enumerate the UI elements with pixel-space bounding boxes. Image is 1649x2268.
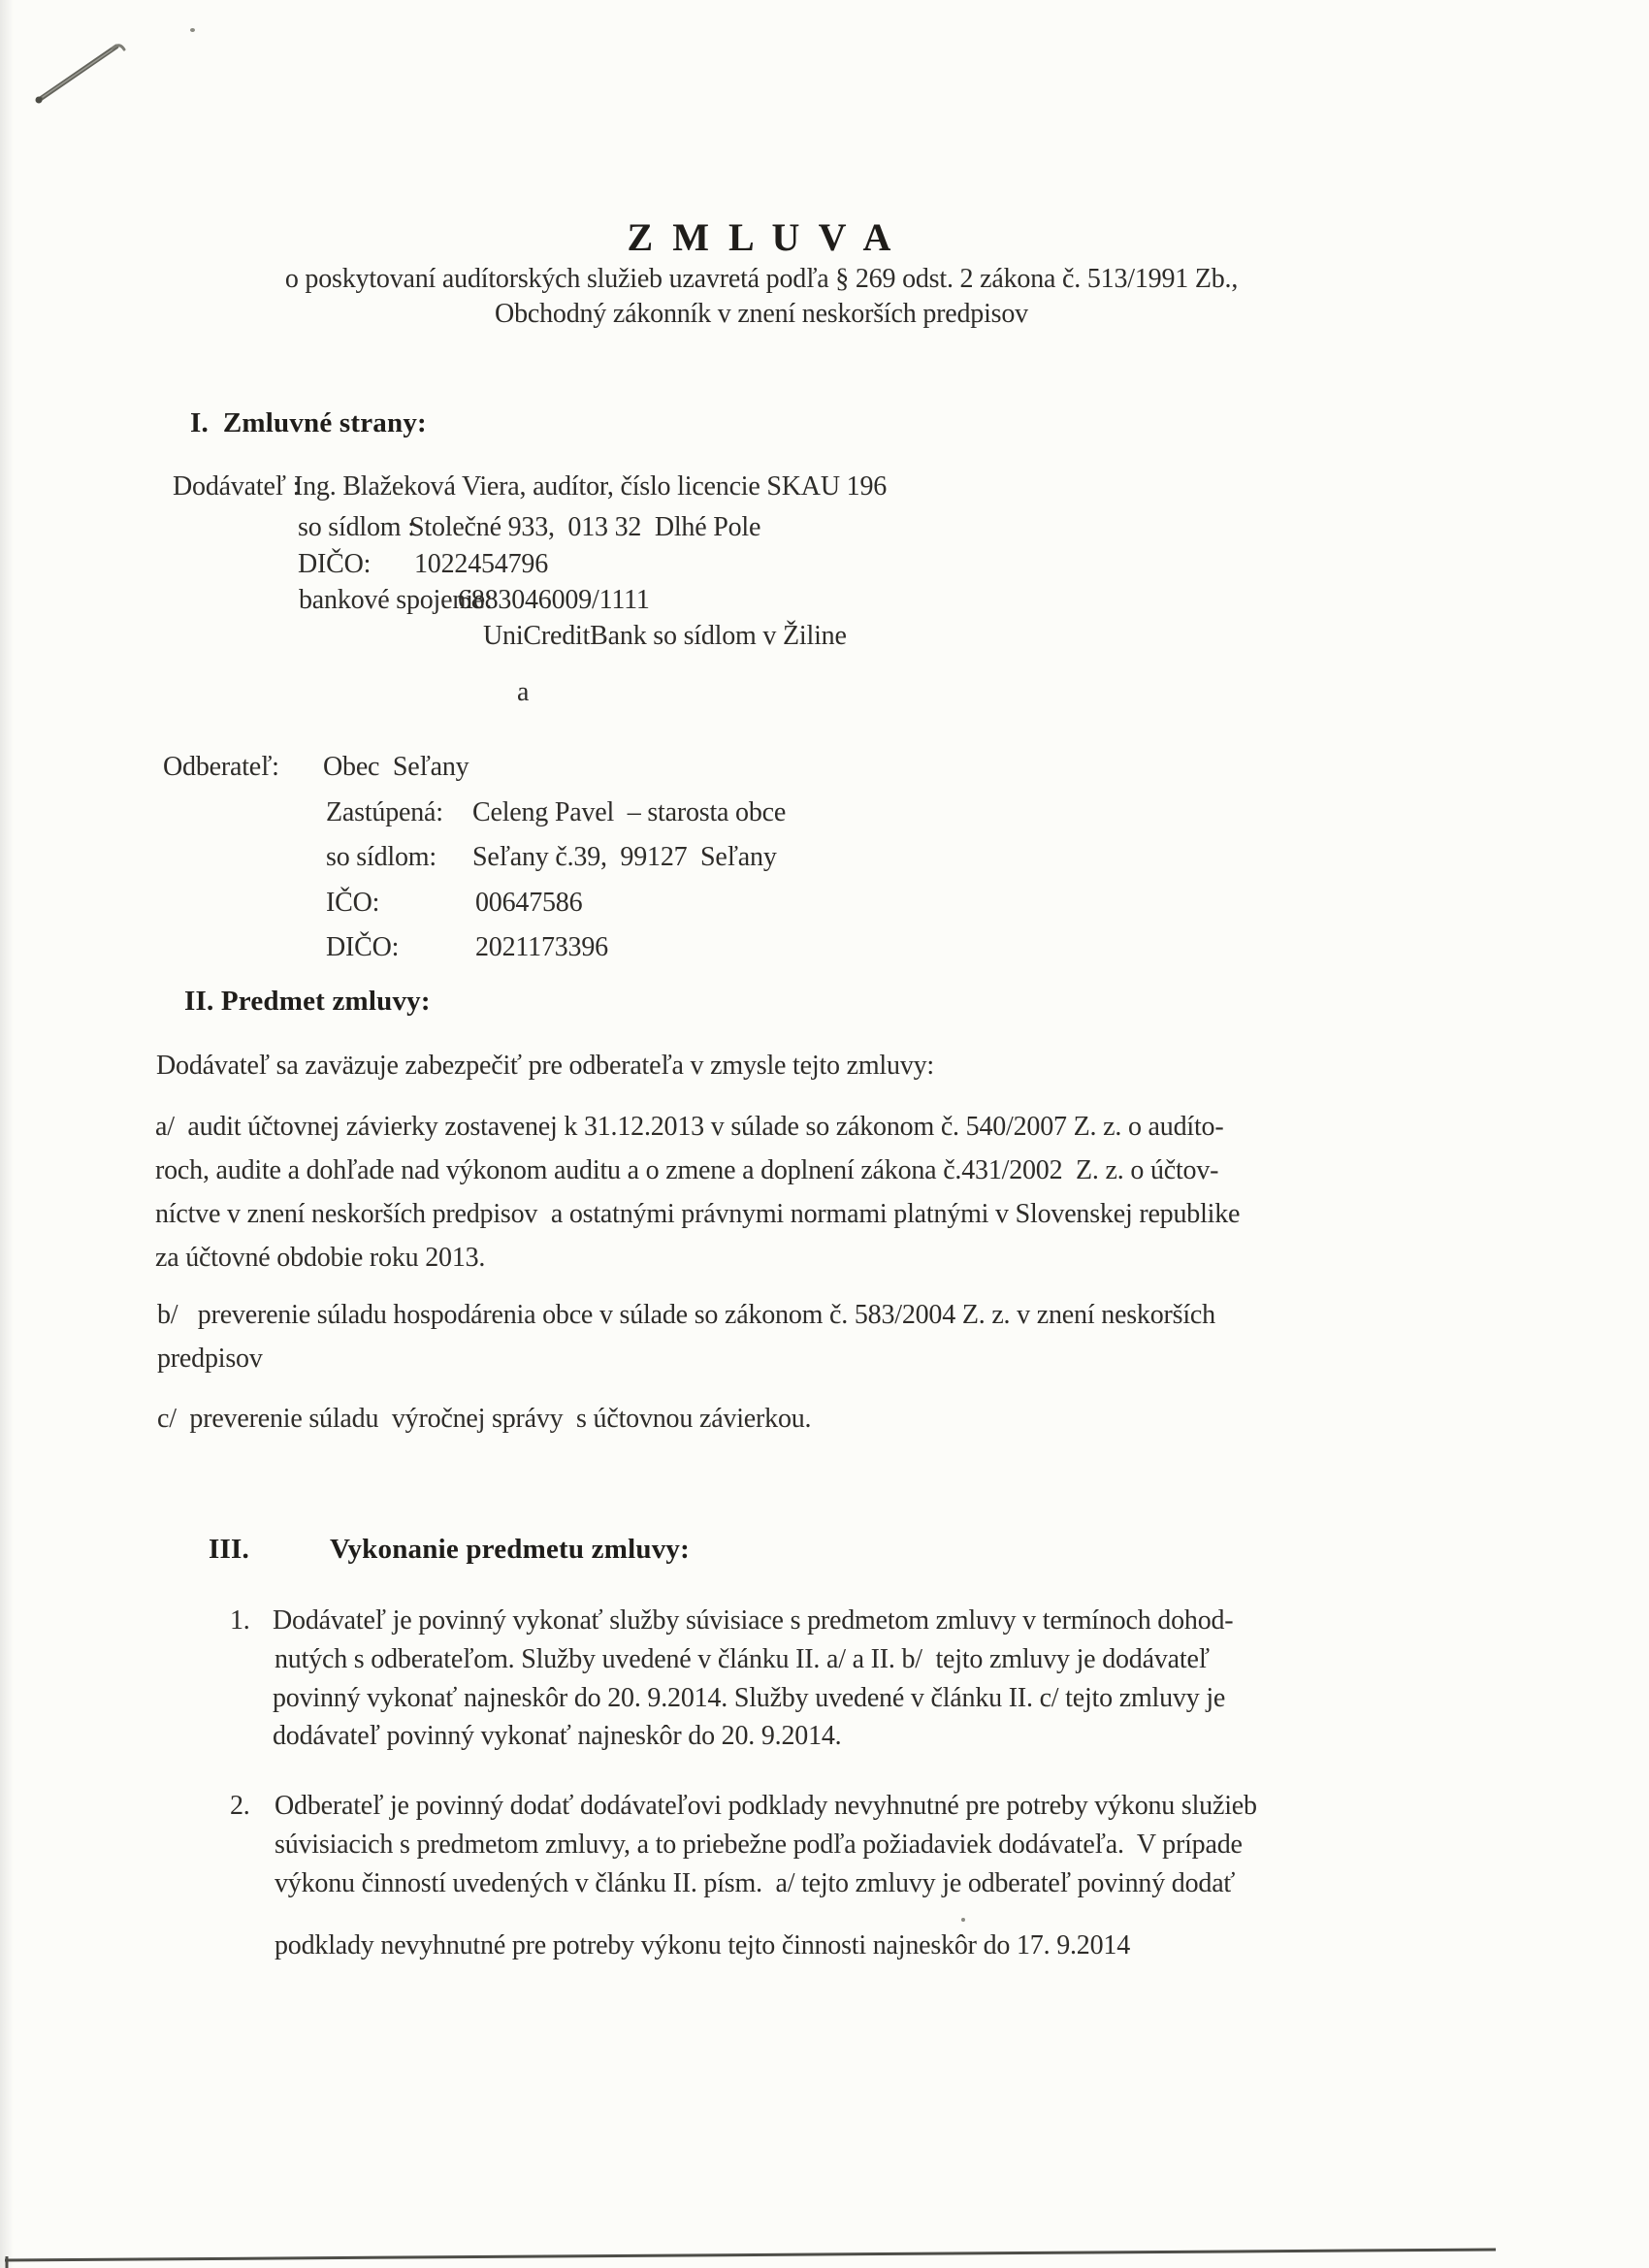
customer-dico-label: DIČO: xyxy=(326,932,400,962)
contract-title: Z M L U V A xyxy=(627,215,896,259)
section-1-heading: I. Zmluvné strany: xyxy=(190,407,427,438)
customer-address-label: so sídlom: xyxy=(326,842,436,872)
customer-ico-value: 00647586 xyxy=(475,888,583,918)
section-2-intro: Dodávateľ sa zaväzuje zabezpečiť pre odberateľa v zmysle tejto zmluvy: xyxy=(156,1051,934,1081)
point-a-line: za účtovné obdobie roku 2013. xyxy=(155,1243,486,1273)
customer-representative-label: Zastúpená: xyxy=(326,797,443,827)
point-a-line: níctve v znení neskorších predpisov a ostatnými právnymi normami platnými v Slovenskej republike xyxy=(155,1199,1241,1229)
point-a-line: a/ audit účtovnej závierky zostavenej k 31.12.2013 v súlade so zákonom č. 540/2007 Z. z. o audíto- xyxy=(155,1112,1224,1142)
point-a-line: roch, audite a dohľade nad výkonom auditu a o zmene a doplnení zákona č.431/2002 Z. z. o účtov- xyxy=(155,1155,1219,1185)
supplier-address-label: so sídlom : xyxy=(298,512,415,542)
contract-subtitle-line1: o poskytovaní audítorských služieb uzavretá podľa § 269 odst. 2 zákona č. 513/1991 Zb., xyxy=(284,264,1239,294)
supplier-address-value: Stolečné 933, 013 32 Dlhé Pole xyxy=(409,512,761,542)
dust-speck xyxy=(961,1918,965,1922)
point-b-line: b/ preverenie súladu hospodárenia obce v súlade so zákonom č. 583/2004 Z. z. v znení neskorších xyxy=(157,1300,1215,1330)
point-b-line: predpisov xyxy=(157,1344,263,1374)
customer-representative-value: Celeng Pavel – starosta obce xyxy=(472,797,787,827)
item-1-line: nutých s odberateľom. Služby uvedené v článku II. a/ a II. b/ tejto zmluvy je dodávateľ xyxy=(275,1644,1210,1674)
item-2-number: 2. xyxy=(230,1791,250,1821)
supplier-dico-value: 1022454796 xyxy=(414,549,549,579)
item-2-line: súvisiacich s predmetom zmluvy, a to priebežne podľa požiadaviek dodávateľa. V prípade xyxy=(275,1830,1243,1860)
customer-name: Obec Seľany xyxy=(323,752,469,782)
item-2-line: výkonu činností uvedených v článku II. písm. a/ tejto zmluvy je odberateľ povinný dodať xyxy=(275,1868,1236,1898)
item-1-number: 1. xyxy=(230,1605,250,1636)
item-1-line: povinný vykonať najneskôr do 20. 9.2014. Služby uvedené v článku II. c/ tejto zmluvy je xyxy=(273,1683,1226,1713)
scan-edge-line xyxy=(5,2250,1496,2268)
item-2-line: Odberateľ je povinný dodať dodávateľovi podklady nevyhnutné pre potreby výkonu služieb xyxy=(275,1791,1257,1821)
dust-speck xyxy=(190,28,195,32)
section-3-heading: Vykonanie predmetu zmluvy: xyxy=(330,1534,690,1565)
item-2-closing-line: podklady nevyhnutné pre potreby výkonu tejto činnosti najneskôr do 17. 9.2014 xyxy=(275,1930,1131,1960)
customer-ico-label: IČO: xyxy=(326,888,380,918)
customer-dico-value: 2021173396 xyxy=(475,932,608,962)
supplier-bank-label: bankové spojenie: xyxy=(299,585,493,615)
supplier-bank-value: 6883046009/1111 xyxy=(458,585,650,615)
item-1-line: dodávateľ povinný vykonať najneskôr do 20. 9.2014. xyxy=(273,1721,842,1751)
item-1-line: Dodávateľ je povinný vykonať služby súvisiace s predmetom zmluvy v termínoch dohod- xyxy=(273,1605,1234,1636)
supplier-dico-label: DIČO: xyxy=(298,549,372,579)
contract-subtitle-line2: Obchodný zákonník v znení neskorších predpisov xyxy=(495,299,1028,329)
section-3-heading-number: III. xyxy=(209,1534,249,1565)
supplier-name: Ing. Blažeková Viera, audítor, číslo licencie SKAU 196 xyxy=(294,471,888,502)
pen-stroke-artifact xyxy=(36,46,125,104)
point-c-line: c/ preverenie súladu výročnej správy s účtovnou závierkou. xyxy=(157,1404,812,1434)
customer-address-value: Seľany č.39, 99127 Seľany xyxy=(472,842,777,872)
supplier-bank-name: UniCreditBank so sídlom v Žiline xyxy=(483,621,847,651)
customer-label: Odberateľ: xyxy=(163,752,279,782)
section-2-heading: II. Predmet zmluvy: xyxy=(184,986,431,1017)
parties-connector: a xyxy=(517,677,530,707)
supplier-label: Dodávateľ : xyxy=(173,471,301,502)
